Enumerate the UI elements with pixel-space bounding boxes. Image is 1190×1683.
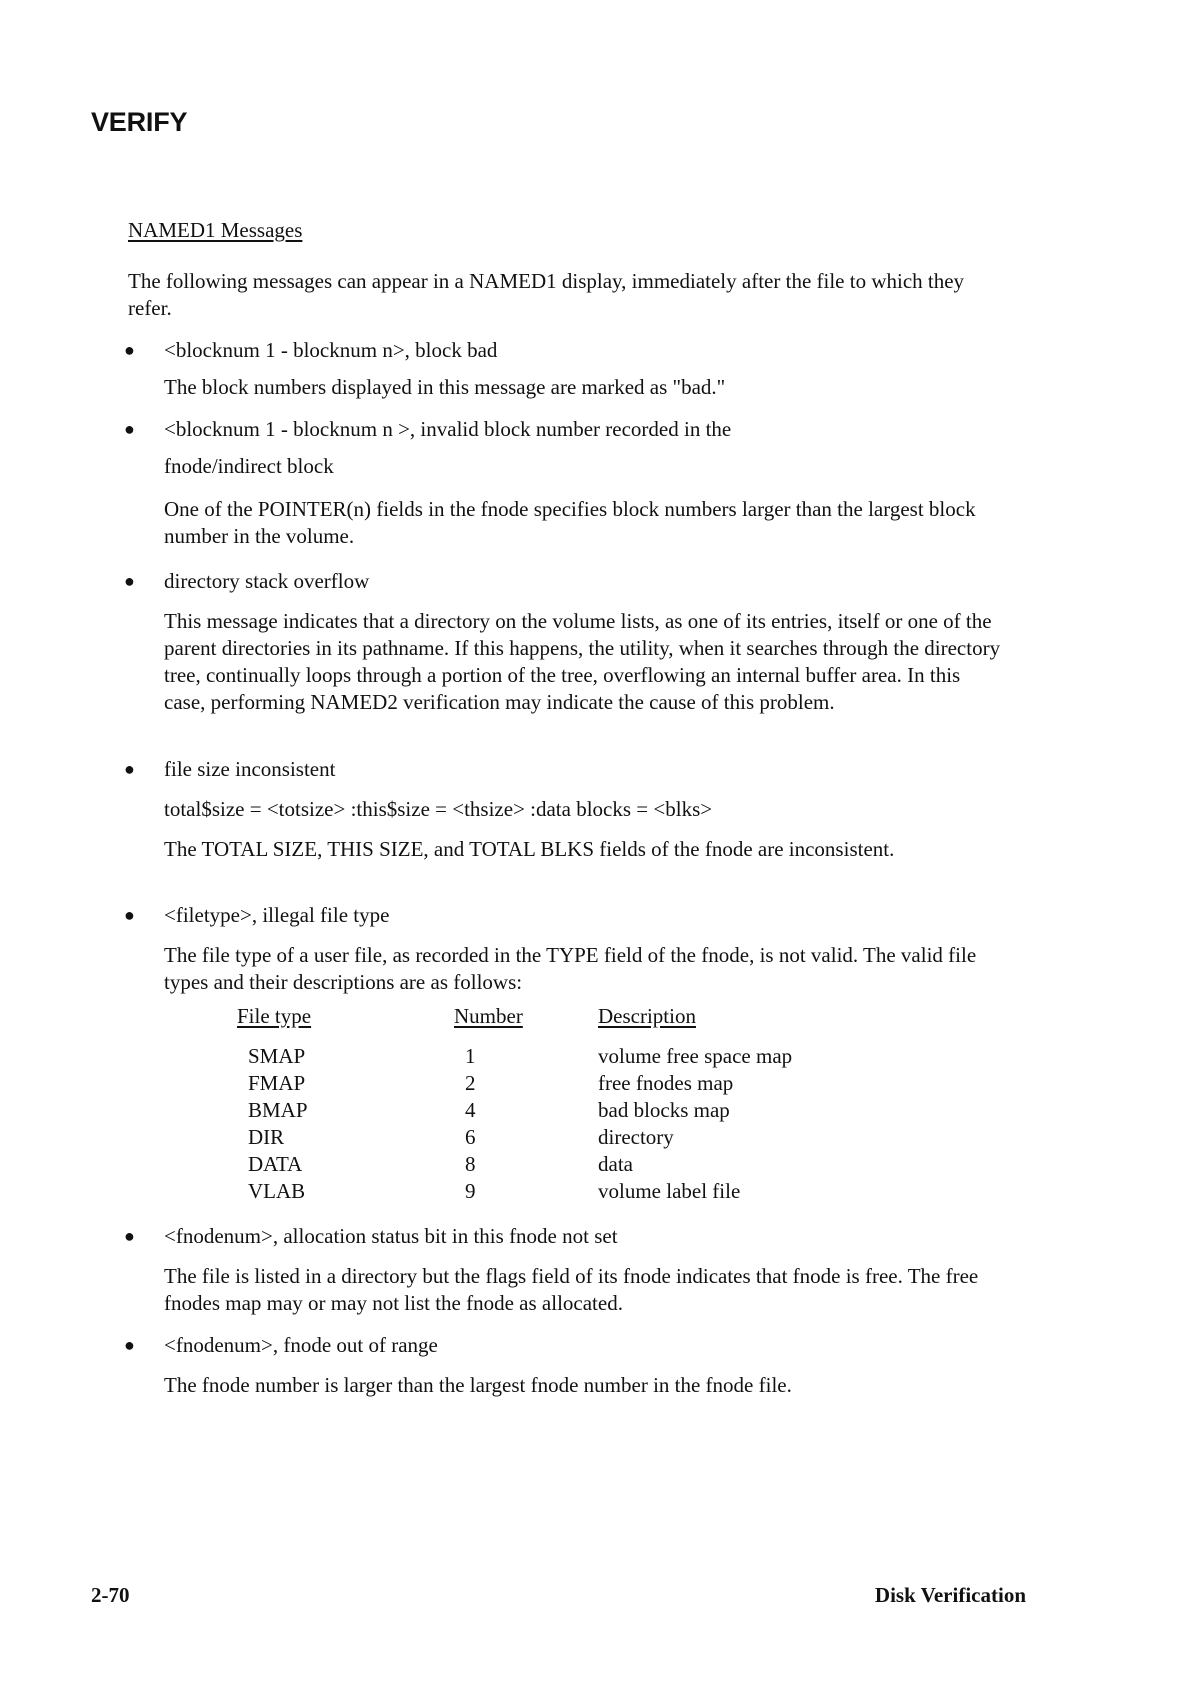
message-description: The TOTAL SIZE, THIS SIZE, and TOTAL BLKS fields of the fnode are inconsistent. (164, 837, 895, 861)
table-row (237, 1179, 857, 1206)
page-number: 2-70 (91, 1583, 130, 1607)
cell-file-type: VLAB (248, 1179, 306, 1203)
cell-number: 8 (465, 1152, 476, 1176)
table-row (237, 1152, 857, 1179)
cell-file-type: BMAP (248, 1098, 308, 1122)
cell-number: 2 (465, 1071, 476, 1095)
bullet-icon: ● (124, 571, 135, 591)
message-title: directory stack overflow (164, 569, 370, 593)
bullet-icon: ● (124, 759, 135, 779)
message-title: file size inconsistent (164, 757, 336, 781)
footer-section-title: Disk Verification (874, 1583, 1026, 1607)
message-title: <blocknum 1 - blocknum n>, block bad (164, 338, 498, 362)
bullet-icon: ● (124, 1335, 135, 1355)
bullet-icon: ● (124, 905, 135, 925)
bullet-icon: ● (124, 340, 135, 360)
cell-number: 6 (465, 1125, 476, 1149)
message-description: This message indicates that a directory on the volume lists, as one of its entries, itself or one of the parent directories in its pathname. If this happens, the utility, when it searches through the directory tree, continually loops through a portion of the tree, overflowing an internal buffer area. In this case, performing NAMED2 verification may indicate the cause of this problem. (164, 609, 1001, 714)
table-header-file-type: File type (237, 1004, 312, 1028)
table-header-number: Number (454, 1004, 523, 1028)
message-title: <fnodenum>, allocation status bit in this fnode not set (164, 1224, 618, 1248)
cell-description: volume free space map (598, 1044, 793, 1068)
cell-file-type: FMAP (248, 1071, 306, 1095)
message-title: <blocknum 1 - blocknum n >, invalid block number recorded in the (164, 417, 732, 441)
message-description: The block numbers displayed in this message are marked as "bad." (164, 375, 726, 399)
cell-number: 9 (465, 1179, 476, 1203)
message-detail: total$size = <totsize> :this$size = <thsize> :data blocks = <blks> (164, 797, 713, 821)
cell-number: 1 (465, 1044, 476, 1068)
message-description: One of the POINTER(n) fields in the fnode specifies block numbers larger than the largest block number in the volume. (164, 497, 976, 548)
page-title: VERIFY (91, 107, 188, 137)
table-row (237, 1071, 857, 1098)
message-description: The file type of a user file, as recorded in the TYPE field of the fnode, is not valid. The valid file types and their descriptions are as follows: (164, 943, 977, 994)
section-heading: NAMED1 Messages (128, 218, 303, 242)
message-title-continued: fnode/indirect block (164, 454, 334, 478)
cell-description: bad blocks map (598, 1098, 730, 1122)
cell-number: 4 (465, 1098, 476, 1122)
cell-file-type: DATA (248, 1152, 303, 1176)
cell-file-type: DIR (248, 1125, 285, 1149)
bullet-icon: ● (124, 1226, 135, 1246)
table-header-description: Description (598, 1004, 696, 1028)
cell-description: data (598, 1152, 633, 1176)
cell-file-type: SMAP (248, 1044, 306, 1068)
bullet-icon: ● (124, 419, 135, 439)
message-title: <filetype>, illegal file type (164, 903, 390, 927)
table-row (237, 1044, 857, 1071)
message-description: The fnode number is larger than the largest fnode number in the fnode file. (164, 1373, 792, 1397)
cell-description: volume label file (598, 1179, 741, 1203)
table-row (237, 1125, 857, 1152)
intro-paragraph: The following messages can appear in a NAMED1 display, immediately after the file to which they refer. (128, 269, 965, 320)
message-description: The file is listed in a directory but the flags field of its fnode indicates that fnode is free. The free fnodes map may or may not list the fnode as allocated. (164, 1264, 979, 1315)
table-row (237, 1098, 857, 1125)
message-title: <fnodenum>, fnode out of range (164, 1333, 438, 1357)
cell-description: free fnodes map (598, 1071, 734, 1095)
cell-description: directory (598, 1125, 674, 1149)
